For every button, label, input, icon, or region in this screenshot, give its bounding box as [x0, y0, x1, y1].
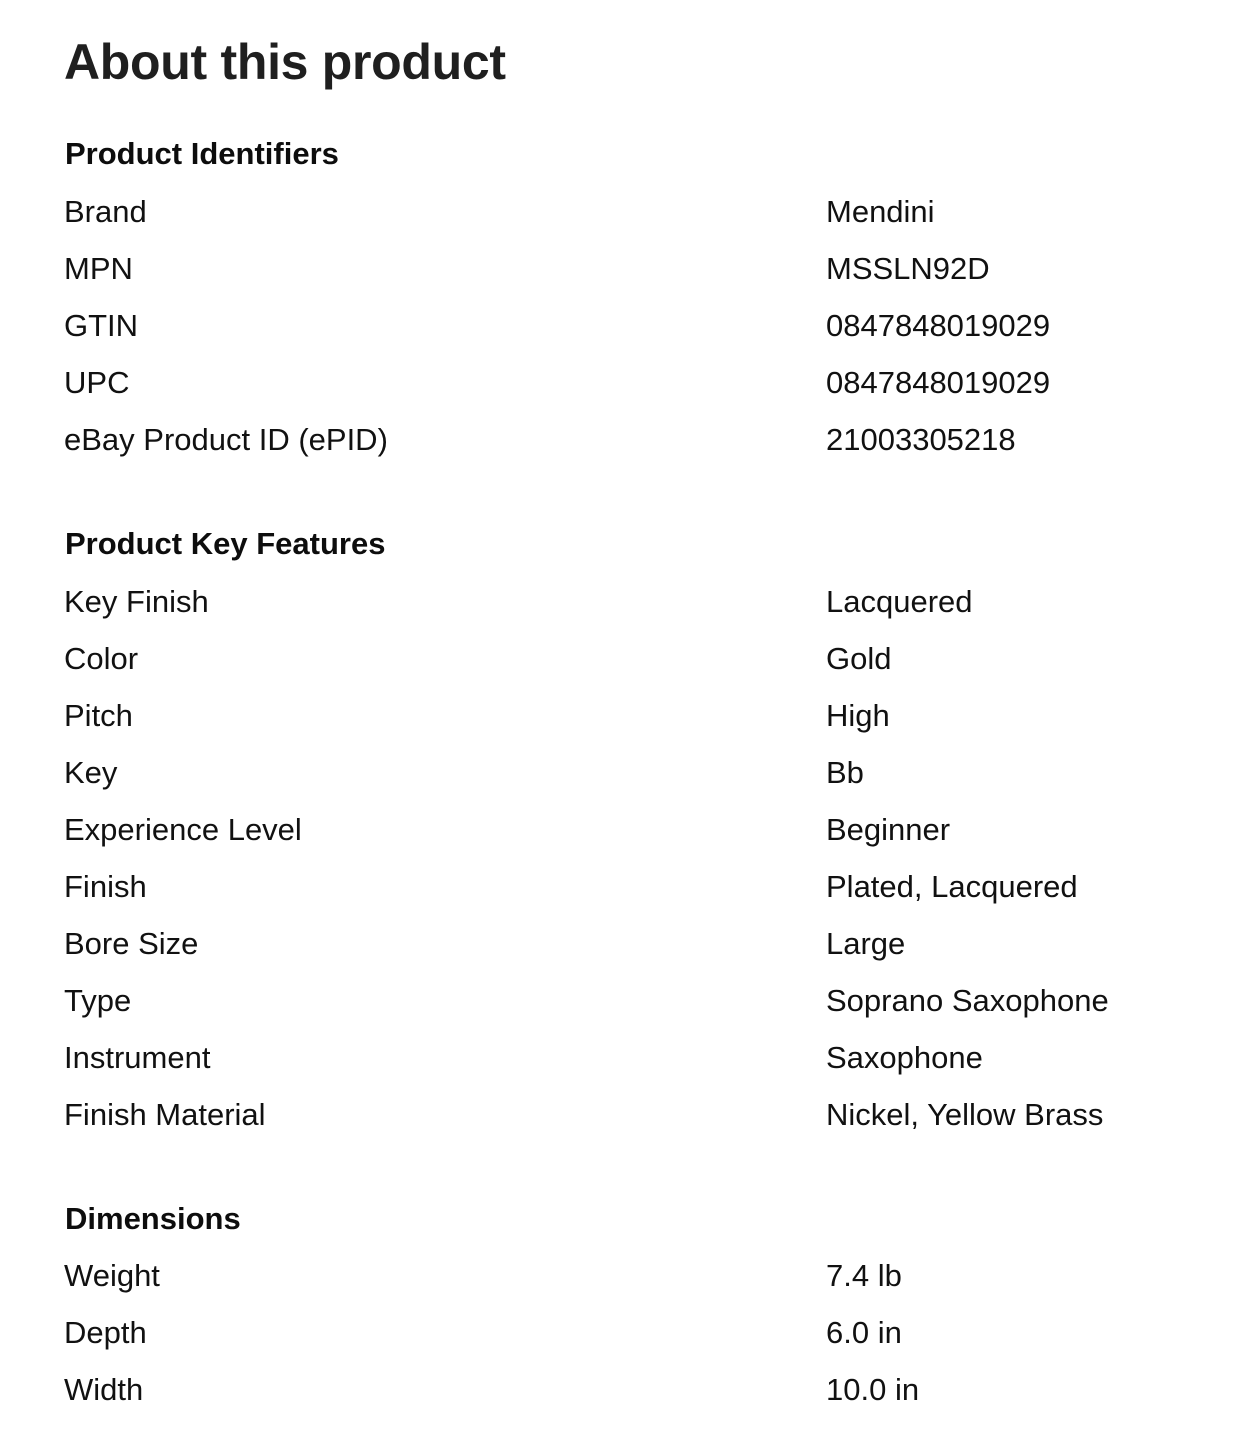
spec-value: 7.4 lb — [826, 1258, 902, 1293]
spec-value: Plated, Lacquered — [826, 869, 1078, 904]
spec-row-epid — [64, 420, 1204, 477]
spec-row-brand — [64, 192, 1204, 249]
spec-label: GTIN — [64, 308, 139, 343]
spec-row-bore-size — [64, 924, 1204, 981]
spec-label: Key Finish — [64, 584, 209, 619]
spec-label: Instrument — [64, 1040, 211, 1075]
section-heading-product-identifiers: Product Identifiers — [65, 136, 339, 171]
spec-value: Large — [826, 926, 906, 961]
spec-label: Type — [64, 983, 132, 1018]
spec-row-key-finish — [64, 582, 1204, 639]
spec-value: Bb — [826, 755, 864, 790]
spec-label: Finish — [64, 869, 147, 904]
spec-row-experience-level — [64, 810, 1204, 867]
spec-label: Brand — [64, 194, 147, 229]
spec-label: eBay Product ID (ePID) — [64, 422, 388, 457]
spec-value: MSSLN92D — [826, 251, 990, 286]
spec-value: 10.0 in — [826, 1372, 920, 1407]
spec-value: Saxophone — [826, 1040, 983, 1075]
spec-value: Nickel, Yellow Brass — [826, 1097, 1104, 1132]
spec-row-finish-material — [64, 1095, 1204, 1152]
spec-row-weight — [64, 1256, 1204, 1313]
spec-row-width — [64, 1370, 1204, 1427]
spec-row-depth — [64, 1313, 1204, 1370]
spec-row-instrument — [64, 1038, 1204, 1095]
spec-label: Weight — [64, 1258, 160, 1293]
spec-row-type — [64, 981, 1204, 1038]
spec-value: 0847848019029 — [826, 365, 1051, 400]
spec-row-pitch — [64, 696, 1204, 753]
page-title: About this product — [64, 34, 506, 90]
section-heading-dimensions: Dimensions — [65, 1201, 241, 1236]
spec-value: High — [826, 698, 890, 733]
spec-label: Key — [64, 755, 118, 790]
spec-value: Mendini — [826, 194, 935, 229]
spec-row-gtin — [64, 306, 1204, 363]
spec-label: MPN — [64, 251, 133, 286]
spec-label: Width — [64, 1372, 144, 1407]
spec-value: Soprano Saxophone — [826, 983, 1109, 1018]
section-heading-product-key-features: Product Key Features — [65, 526, 386, 561]
spec-value: Lacquered — [826, 584, 973, 619]
spec-label: Color — [64, 641, 139, 676]
spec-label: Experience Level — [64, 812, 302, 847]
spec-row-upc — [64, 363, 1204, 420]
spec-row-finish — [64, 867, 1204, 924]
spec-label: Finish Material — [64, 1097, 266, 1132]
spec-row-mpn — [64, 249, 1204, 306]
spec-row-color — [64, 639, 1204, 696]
spec-label: Bore Size — [64, 926, 199, 961]
spec-label: UPC — [64, 365, 130, 400]
spec-value: 0847848019029 — [826, 308, 1051, 343]
spec-value: 6.0 in — [826, 1315, 902, 1350]
spec-label: Depth — [64, 1315, 147, 1350]
spec-value: 21003305218 — [826, 422, 1016, 457]
spec-row-key — [64, 753, 1204, 810]
spec-value: Gold — [826, 641, 892, 676]
spec-value: Beginner — [826, 812, 951, 847]
spec-label: Pitch — [64, 698, 133, 733]
